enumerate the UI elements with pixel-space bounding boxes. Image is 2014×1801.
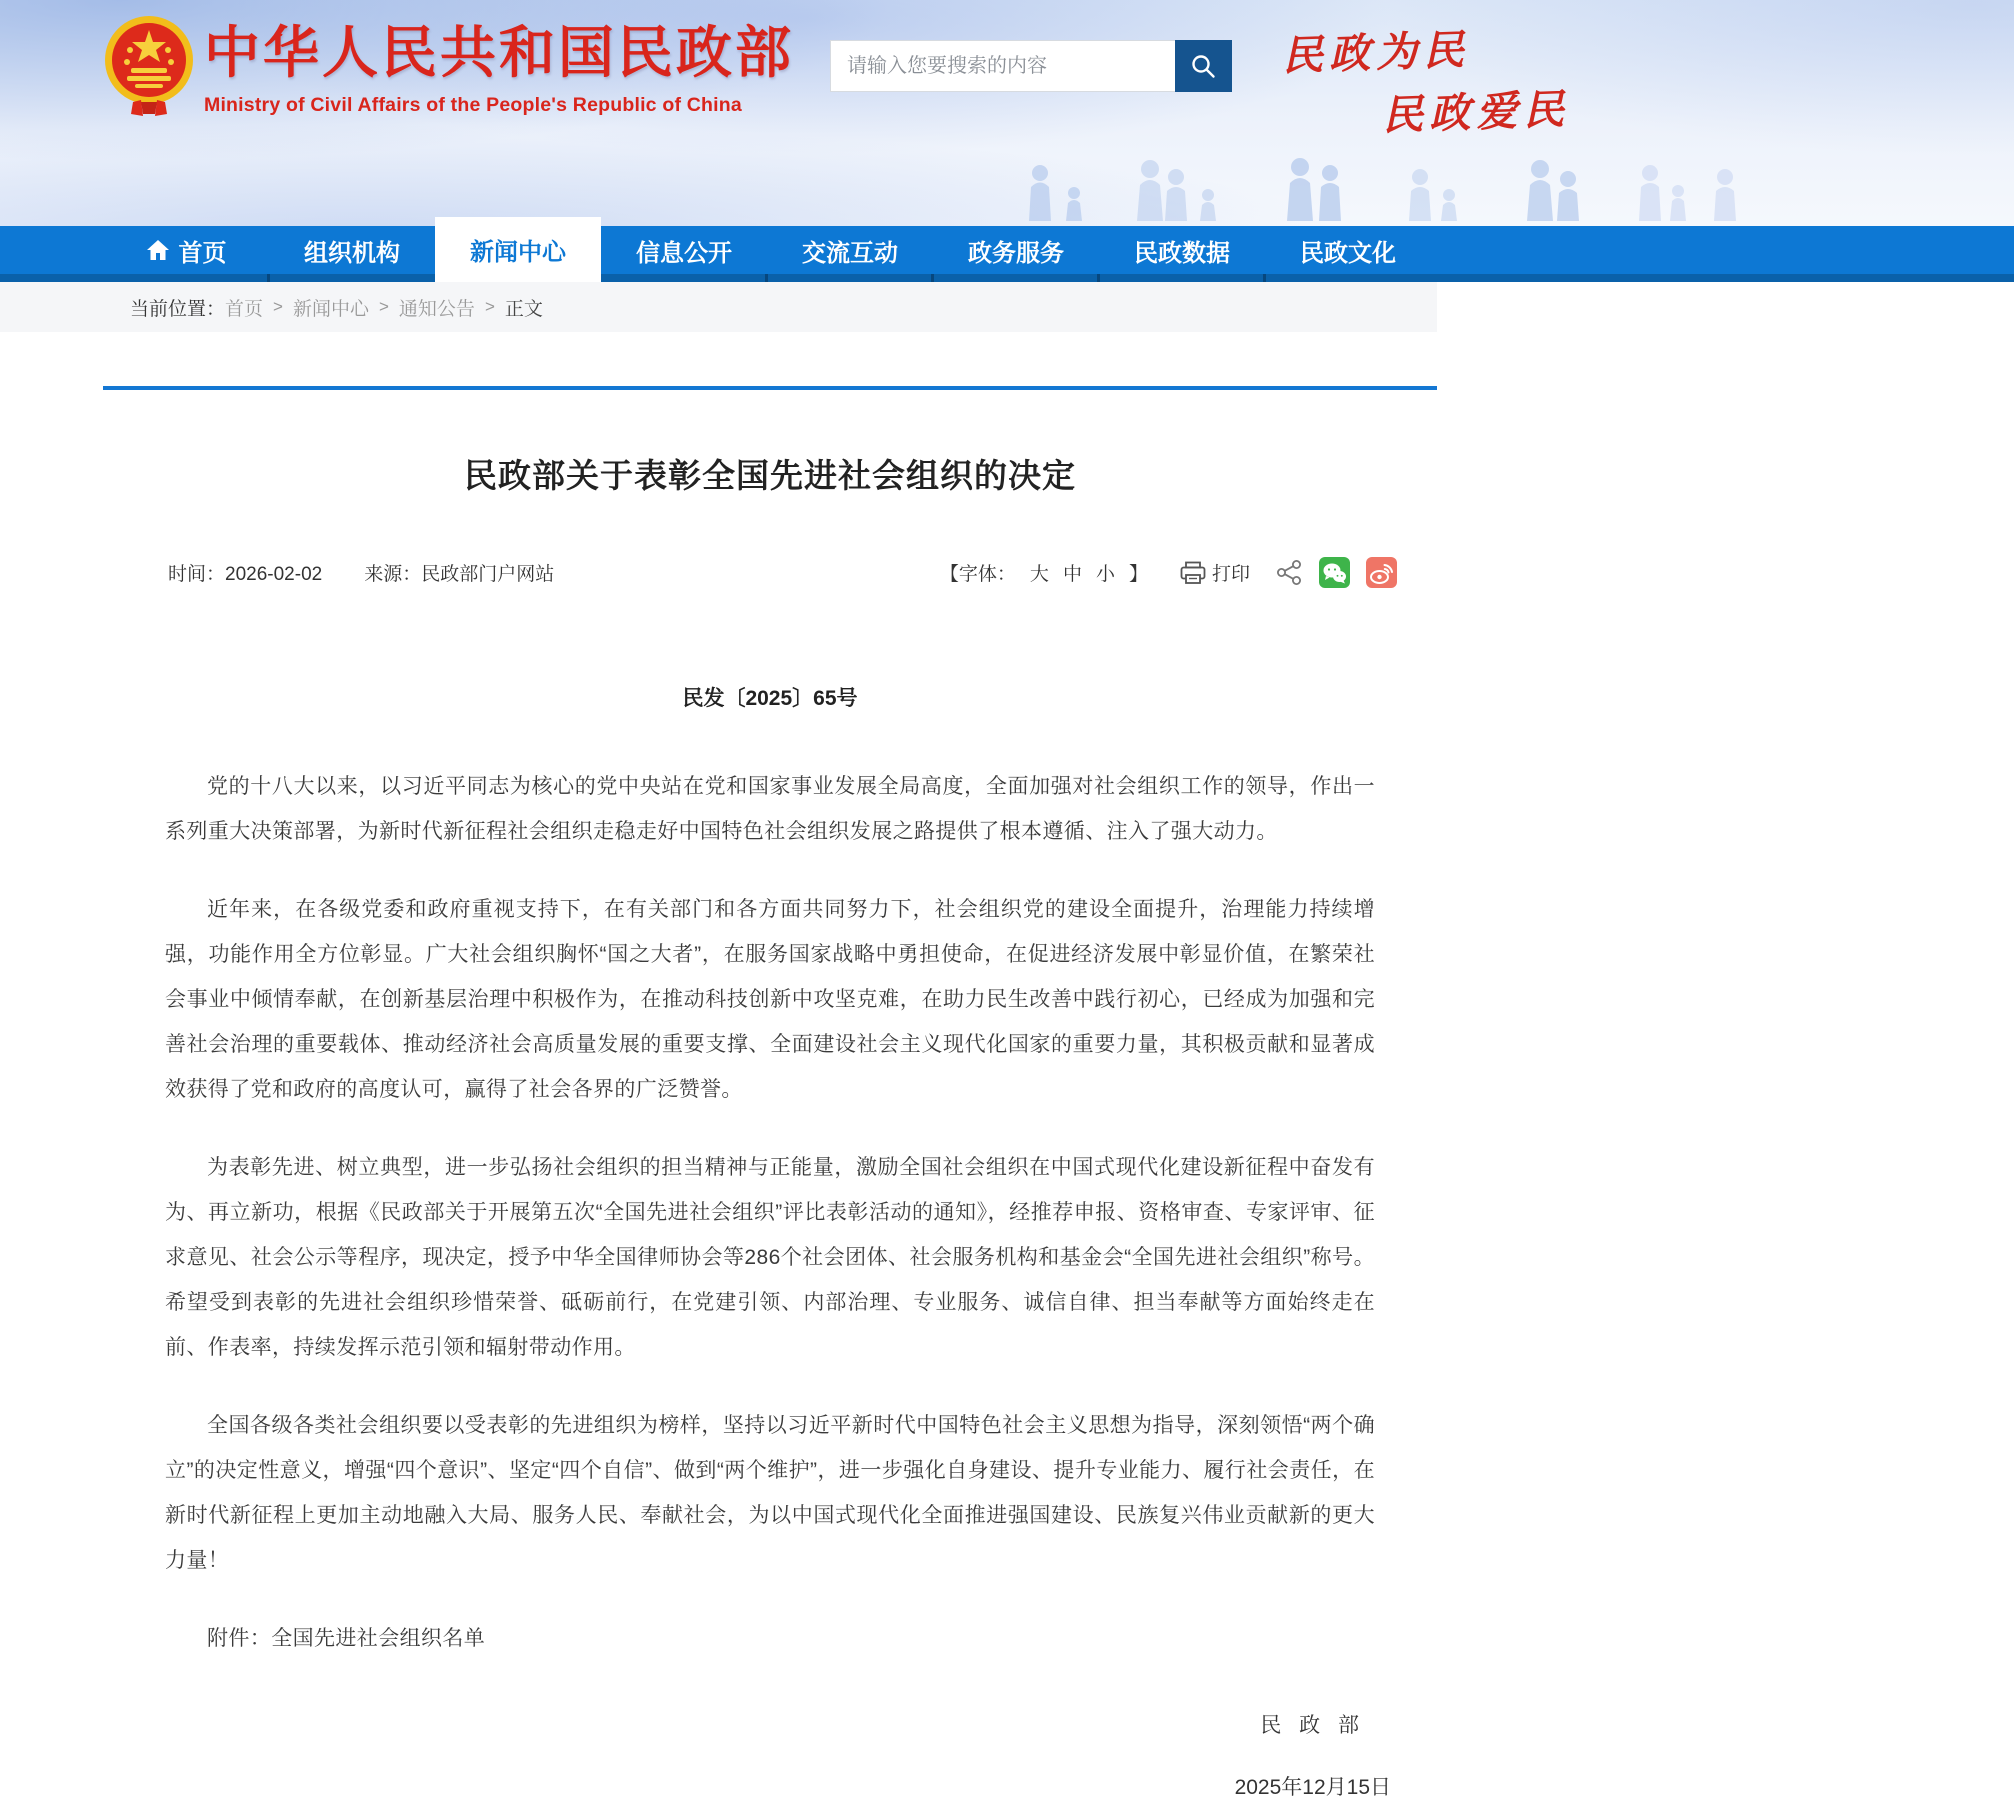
- breadcrumb-news-center[interactable]: 新闻中心: [292, 298, 369, 320]
- breadcrumb-current: 正文: [504, 298, 543, 320]
- home-icon: [146, 239, 170, 261]
- font-size-medium-button[interactable]: 中: [1062, 564, 1082, 585]
- emblem-icon: [103, 14, 195, 118]
- nav-item-interaction[interactable]: [767, 226, 933, 282]
- nav-item-government-services[interactable]: [933, 226, 1099, 282]
- people-silhouettes-decoration: [1000, 143, 1760, 226]
- nav-item-news-center[interactable]: [435, 217, 601, 282]
- breadcrumb-separator: >: [378, 297, 389, 316]
- slogan-line2: 民政爱民: [1381, 85, 1571, 140]
- print-button[interactable]: [1180, 559, 1250, 586]
- site-header: [0, 0, 2014, 226]
- breadcrumb-separator: >: [484, 297, 495, 316]
- nav-item-label: 民政数据: [1134, 239, 1230, 267]
- paragraph: 为表彰先进、树立典型，进一步弘扬社会组织的担当精神与正能量，激励全国社会组织在中国式现代化建设新征程中奋发有为、再立新功，根据《民政部关于开展第五次“全国先进社会组织”评比表彰活动的通知》，经推荐申报、资格审查、专家评审、征求意见、社会公示等程序，现决定，授予中华全国律师协会等286个社会团体、社会服务机构和基金会“全国先进社会组织”称号。希望受到表彰的先进社会组织珍惜荣誉、砥砺前行，在党建引领、内部治理、专业服务、诚信自律、担当奉献等方面始终走在前、作表率，持续发挥示范引领和辐射带动作用。: [165, 1156, 1375, 1359]
- breadcrumb-label: 当前位置：: [130, 298, 226, 320]
- font-size-large-button[interactable]: 大: [1029, 564, 1049, 585]
- article-source: 来源：民政部门户网站: [364, 564, 555, 585]
- nav-item-home[interactable]: [103, 226, 269, 282]
- nav-item-label: 民政文化: [1300, 239, 1396, 267]
- article-meta: [168, 559, 554, 586]
- font-size-control: [940, 559, 1148, 586]
- wechat-share-button[interactable]: [1319, 557, 1350, 588]
- article-body: [103, 764, 1437, 1661]
- breadcrumb-notices[interactable]: 通知公告: [398, 298, 475, 320]
- document-number: 民发〔2025〕65号: [682, 687, 858, 710]
- weibo-share-button[interactable]: [1366, 557, 1397, 588]
- site-title: 中华人民共和国民政部: [204, 21, 794, 84]
- breadcrumb-separator: >: [273, 297, 283, 316]
- search-button[interactable]: [1175, 40, 1232, 92]
- nav-item-civil-affairs-data[interactable]: [1099, 226, 1265, 282]
- paragraph: 近年来，在各级党委和政府重视支持下，在有关部门和各方面共同努力下，社会组织党的建设全面提升，治理能力持续增强，功能作用全方位彰显。广大社会组织胸怀“国之大者”，在服务国家战略中勇担使命，在促进经济发展中彰显价值，在繁荣社会事业中倾情奉献，在创新基层治理中积极作为，在推动科技创新中攻坚克难，在助力民生改善中践行初心，已经成为加强和完善社会治理的重要载体、推动经济社会高质量发展的重要支撑、全面建设社会主义现代化国家的重要力量，其积极贡献和显著成效获得了党和政府的高度认可，赢得了社会各界的广泛赞誉。: [165, 898, 1375, 1101]
- attachment-link[interactable]: 附件：全国先进社会组织名单: [207, 1627, 486, 1650]
- search-icon: [1190, 53, 1217, 80]
- nav-item-organization[interactable]: [269, 226, 435, 282]
- nav-item-label: 交流互动: [802, 239, 898, 267]
- nav-item-label: 政务服务: [968, 239, 1064, 267]
- article-title: 民政部关于表彰全国先进社会组织的决定: [464, 457, 1076, 494]
- site-subtitle: Ministry of Civil Affairs of the People's Republic of China: [204, 93, 742, 116]
- issue-date: 2025年12月15日: [1234, 1776, 1391, 1799]
- article-container: [103, 386, 1437, 1801]
- printer-icon: [1180, 561, 1206, 585]
- article-time: 时间：2026-02-02: [168, 564, 323, 585]
- paragraph: 党的十八大以来，以习近平同志为核心的党中央站在党和国家事业发展全局高度，全面加强对社会组织工作的领导，作出一系列重大决策部署，为新时代新征程社会组织走稳走好中国特色社会组织发展之路提供了根本遵循、注入了强大动力。: [165, 775, 1375, 843]
- issuer-signature: 民 政 部: [1260, 1714, 1365, 1737]
- breadcrumb-home[interactable]: 首页: [225, 298, 264, 320]
- breadcrumb: [0, 282, 1437, 332]
- nav-item-label: 信息公开: [636, 239, 732, 267]
- nav-item-label: 首页: [178, 239, 227, 267]
- search-box: [830, 40, 1232, 92]
- search-input[interactable]: [830, 40, 1175, 92]
- article-meta-row: [103, 557, 1437, 588]
- site-brand: [204, 21, 794, 117]
- font-size-small-button[interactable]: 小: [1095, 564, 1115, 585]
- nav-item-information-disclosure[interactable]: [601, 226, 767, 282]
- weibo-icon: [1369, 561, 1394, 585]
- nav-item-civil-affairs-culture[interactable]: [1265, 226, 1431, 282]
- article-top-rule: [103, 386, 1437, 390]
- print-label: 打印: [1211, 564, 1250, 585]
- slogan-calligraphy: [1281, 13, 1571, 145]
- nav-items: [103, 226, 1431, 282]
- nav-item-label: 组织机构: [304, 239, 400, 267]
- font-size-prefix: 【字体：: [939, 564, 1016, 585]
- paragraph: 全国各级各类社会组织要以受表彰的先进组织为榜样，坚持以习近平新时代中国特色社会主义思想为指导，深刻领悟“两个确立”的决定性意义，增强“四个意识”、坚定“四个自信”、做到“两个维护”，进一步强化自身建设、提升专业能力、履行社会责任，在新时代新征程上更加主动地融入大局、服务人民、奉献社会，为以中国式现代化全面推进强国建设、民族复兴伟业贡献新的更大力量！: [165, 1414, 1375, 1572]
- slogan-line1: 民政为民: [1281, 25, 1471, 80]
- share-button[interactable]: [1276, 559, 1303, 586]
- wechat-icon: [1322, 562, 1347, 584]
- nav-item-label: 新闻中心: [470, 239, 566, 266]
- font-size-suffix: 】: [1128, 564, 1148, 585]
- article-toolbar: [940, 557, 1397, 588]
- national-emblem-logo[interactable]: [103, 14, 195, 123]
- main-navigation: [0, 226, 2014, 282]
- share-nodes-icon: [1276, 559, 1303, 586]
